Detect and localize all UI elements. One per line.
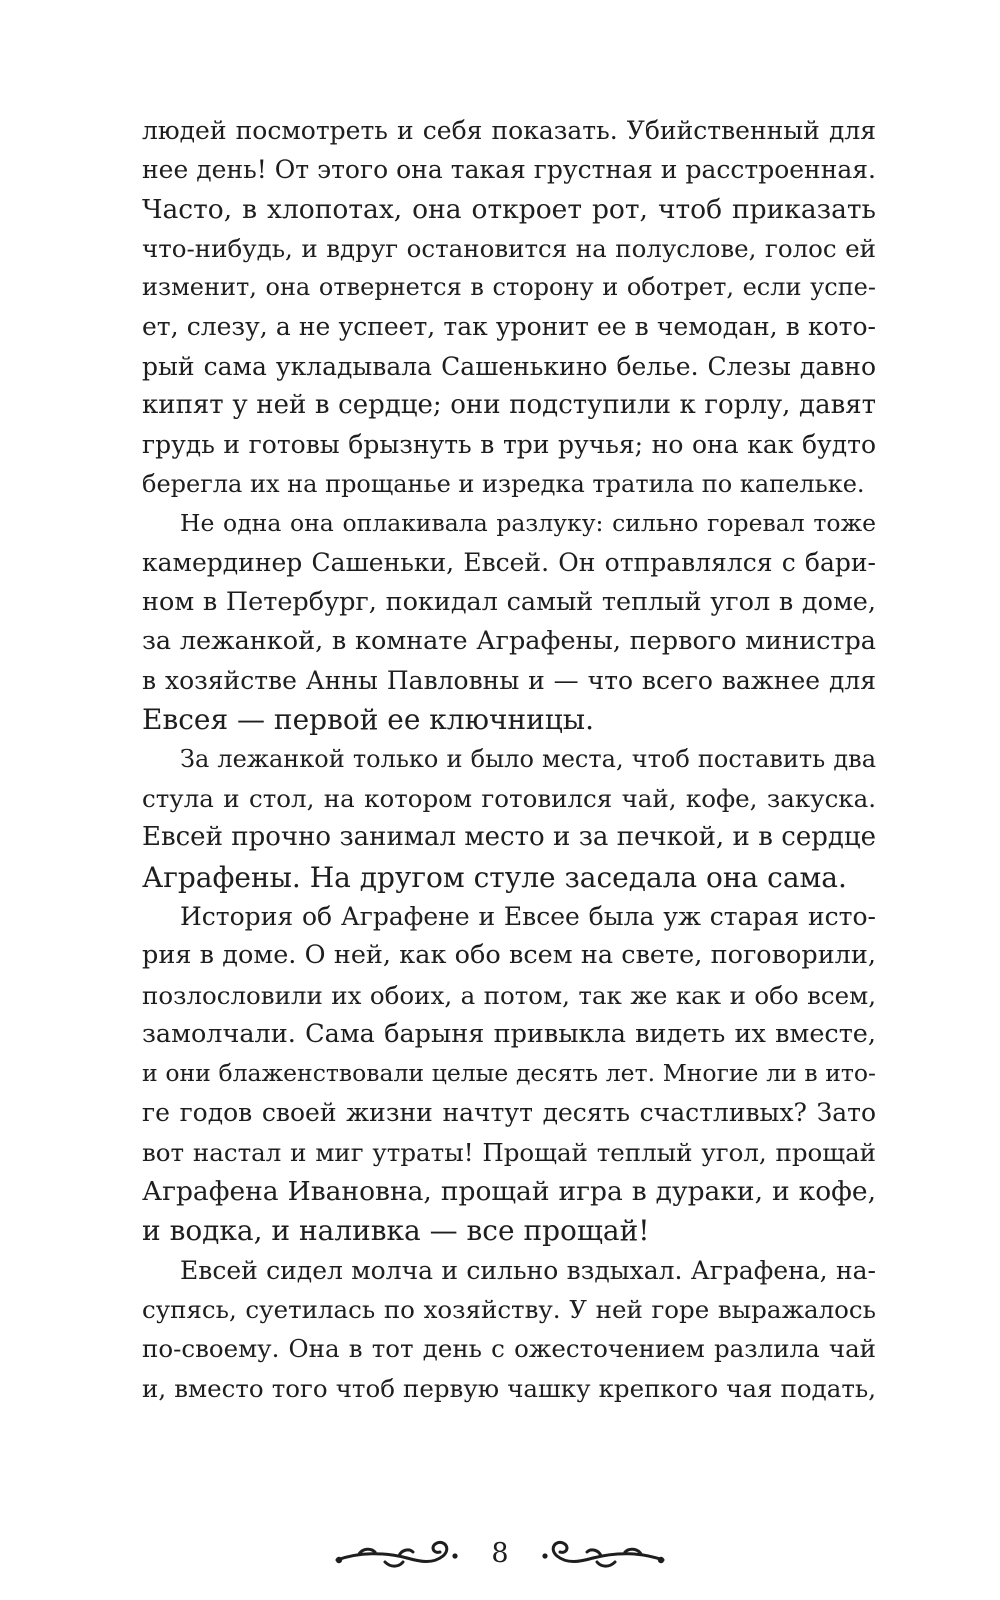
paragraph xyxy=(142,111,876,504)
paragraph xyxy=(142,740,876,897)
text-line: камердинер Сашеньки, Евсей. Он отправлялся с бари- xyxy=(142,548,876,578)
text-line: людей посмотреть и себя показать. Убийственный для xyxy=(142,116,876,145)
text-line: Евсей прочно занимал место и за печкой, и в сердце xyxy=(142,822,876,853)
text-line: Не одна она оплакивала разлуку: сильно горевал тоже xyxy=(180,508,876,537)
text-line: Евсей сидел молча и сильно вздыхал. Аграфена, на- xyxy=(180,1255,876,1285)
body-text xyxy=(142,111,876,1408)
text-line: ге годов своей жизни начтут десять счастливых? Зато xyxy=(142,1098,876,1128)
paragraph xyxy=(142,897,876,1251)
text-line: стула и стол, на котором готовился чай, кофе, закуска. xyxy=(142,784,876,814)
text-line: замолчали. Сама барыня привыкла видеть их вместе, xyxy=(142,1018,876,1049)
paragraph xyxy=(142,504,876,740)
text-line: что-нибудь, и вдруг остановится на полуслове, голос ей xyxy=(142,233,876,263)
flourish-left-icon xyxy=(329,1534,479,1574)
text-line: ном в Петербург, покидал самый теплый угол в доме, xyxy=(142,586,876,617)
text-line: и водка, и наливка — все прощай! xyxy=(142,1214,650,1248)
text-line: рия в доме. О ней, как обо всем на свете, поговорили, xyxy=(142,940,876,971)
paragraph xyxy=(142,1251,876,1408)
text-line: за лежанкой, в комнате Аграфены, первого министра xyxy=(142,625,876,656)
text-line: грудь и готовы брызнуть в три ручья; но она как будто xyxy=(142,430,876,460)
text-line: Аграфены. На другом стуле заседала она сама. xyxy=(142,860,847,894)
text-line: по-своему. Она в тот день с ожесточением разлила чай xyxy=(142,1334,876,1364)
text-line: Аграфена Ивановна, прощай игра в дураки, и кофе, xyxy=(142,1176,876,1208)
text-line: нее день! От этого она такая грустная и расстроенная. xyxy=(142,155,876,185)
page-footer xyxy=(0,1528,1000,1580)
text-line: берегла их на прощанье и изредка тратила по капельке. xyxy=(142,469,865,498)
text-line: и они блаженствовали целые десять лет. Многие ли в ито- xyxy=(142,1059,876,1088)
text-line: История об Аграфене и Евсее была уж старая исто- xyxy=(180,901,876,931)
text-line: За лежанкой только и было места, чтоб поставить два xyxy=(180,744,876,773)
text-line: Евсея — первой ее ключницы. xyxy=(142,703,594,737)
text-line: Часто, в хлопотах, она откроет рот, чтоб приказать xyxy=(142,193,876,225)
text-line: вот настал и миг утраты! Прощай теплый угол, прощай xyxy=(142,1137,876,1167)
text-line: и, вместо того чтоб первую чашку крепкого чая подать, xyxy=(142,1373,876,1403)
text-line: изменит, она отвернется в сторону и оботрет, если успе- xyxy=(142,273,876,302)
text-line: рый сама укладывала Сашенькино белье. Слезы давно xyxy=(142,351,876,381)
text-line: в хозяйстве Анны Павловны и — что всего важнее для xyxy=(142,666,876,696)
text-line: ет, слезу, а не успеет, так уронит ее в чемодан, в кото- xyxy=(142,312,876,342)
text-line: супясь, суетилась по хозяйству. У ней горе выражалось xyxy=(142,1294,876,1324)
text-line: кипят у ней в сердце; они подступили к горлу, давят xyxy=(142,390,876,421)
page-number: 8 xyxy=(491,1538,509,1569)
text-line: позлословили их обоих, а потом, так же как и обо всем, xyxy=(142,980,876,1010)
flourish-right-icon xyxy=(521,1534,671,1574)
